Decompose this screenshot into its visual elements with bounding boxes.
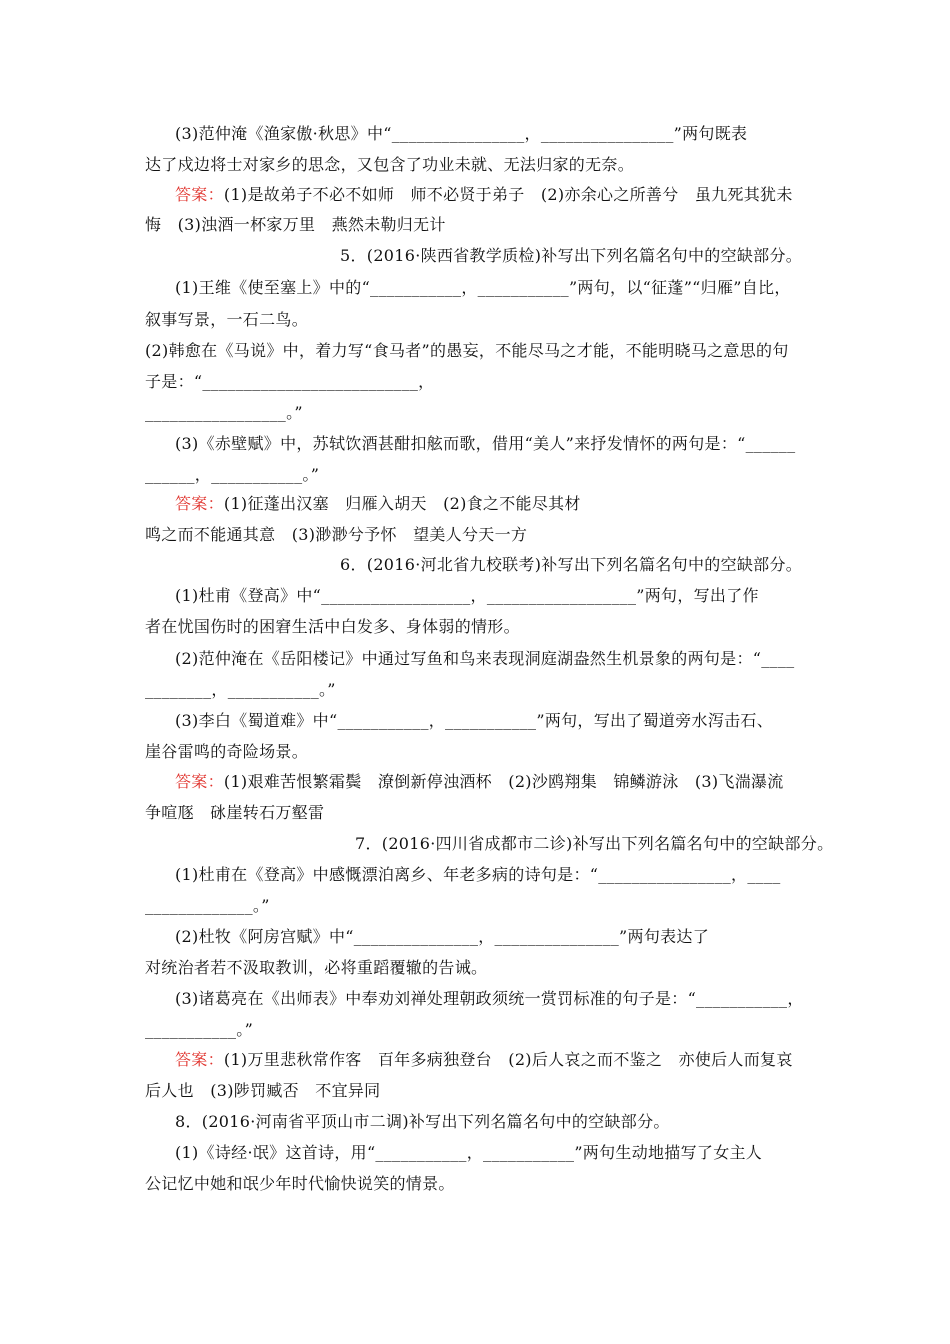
q7-2-line1: (2)杜牧《阿房宫赋》中“_______________，_______________”两句表达了 [175, 927, 710, 946]
q5-2-line2: 子是：“__________________________， [145, 372, 435, 391]
q7-3-line1: (3)诸葛亮在《出师表》中奉劝刘禅处理朝政须统一赏罚标准的句子是：“___________， [175, 989, 804, 1008]
answer-text: (1)万里悲秋常作客 百年多病独登台 (2)后人哀之而不鉴之 亦使后人而复哀 [223, 1050, 793, 1069]
q8-1-line1: (1)《诗经·氓》这首诗，用“___________，___________”两句生动地描写了女主人 [175, 1143, 763, 1162]
question-5-heading: 5．(2016·陕西省教学质检)补写出下列名篇名句中的空缺部分。 [340, 246, 803, 265]
answer-4-line1 [175, 185, 793, 205]
q8-1-line2: 公记忆中她和氓少年时代愉快说笑的情景。 [145, 1174, 455, 1193]
q5-2-line3: _________________。” [145, 403, 303, 422]
answer-label: 答案： [175, 185, 224, 204]
answer-text: (1)是故弟子不必不如师 师不必贤于弟子 (2)亦余心之所善兮 虽九死其犹未 [223, 185, 793, 204]
q7-2-line2: 对统治者若不汲取教训，必将重蹈覆辙的告诫。 [145, 958, 488, 977]
answer-label: 答案： [175, 772, 224, 791]
answer-7-line2: 后人也 (3)陟罚臧否 不宜异同 [145, 1081, 381, 1100]
answer-text: (1)艰难苦恨繁霜鬓 潦倒新停浊酒杯 (2)沙鸥翔集 锦鳞游泳 (3)飞湍瀑流 [223, 772, 784, 791]
q7-1-line1: (1)杜甫在《登高》中感慨漂泊离乡、年老多病的诗句是：“________________，____ [175, 865, 781, 884]
answer-5-line2: 鸣之而不能通其意 (3)渺渺兮予怀 望美人兮天一方 [145, 525, 528, 544]
q5-1-line1: (1)王维《使至塞上》中的“___________，___________”两句，以“征蓬”“归雁”自比， [175, 278, 791, 297]
q3-fan-zhongyan-line2: 达了戍边将士对家乡的思念，又包含了功业未就、无法归家的无奈。 [145, 155, 635, 174]
q5-2-line1: (2)韩愈在《马说》中，着力写“食马者”的愚妄，不能尽马之才能，不能明晓马之意思的句 [145, 341, 789, 360]
q3-fan-zhongyan-line1: (3)范仲淹《渔家傲·秋思》中“________________，________________”两句既表 [175, 124, 748, 143]
q5-3-line1: (3)《赤壁赋》中，苏轼饮酒甚酣扣舷而歌，借用“美人”来抒发情怀的两句是：“______ [175, 434, 796, 453]
q6-2-line1: (2)范仲淹在《岳阳楼记》中通过写鱼和鸟来表现洞庭湖盎然生机景象的两句是：“____ [175, 649, 795, 668]
q7-1-line2: _____________。” [145, 896, 270, 915]
q5-3-line2: ______，___________。” [145, 465, 320, 484]
q6-2-line2: ________，___________。” [145, 680, 336, 699]
answer-5-line1 [175, 494, 581, 514]
question-6-heading: 6．(2016·河北省九校联考)补写出下列名篇名句中的空缺部分。 [340, 555, 803, 574]
answer-6-line1 [175, 772, 784, 792]
q6-3-line2: 崖谷雷鸣的奇险场景。 [145, 742, 309, 761]
answer-text: (1)征蓬出汉塞 归雁入胡天 (2)食之不能尽其材 [223, 494, 581, 513]
question-8-heading: 8．(2016·河南省平顶山市二调)补写出下列名篇名句中的空缺部分。 [175, 1112, 670, 1131]
q6-1-line2: 者在忧国伤时的困窘生活中白发多、身体弱的情形。 [145, 617, 520, 636]
answer-label: 答案： [175, 494, 224, 513]
answer-4-line2: 悔 (3)浊酒一杯家万里 燕然未勒归无计 [145, 215, 446, 234]
q6-3-line1: (3)李白《蜀道难》中“___________，___________”两句，写出了蜀道旁水泻击石、 [175, 711, 774, 730]
question-7-heading: 7．(2016·四川省成都市二诊)补写出下列名篇名句中的空缺部分。 [355, 834, 834, 853]
q5-1-line2: 叙事写景，一石二鸟。 [145, 310, 309, 329]
answer-7-line1 [175, 1050, 793, 1070]
q6-1-line1: (1)杜甫《登高》中“__________________，__________________”两句，写出了作 [175, 586, 759, 605]
q7-3-line2: ___________。” [145, 1020, 254, 1039]
answer-6-line2: 争喧豗 砯崖转石万壑雷 [145, 803, 325, 822]
answer-label: 答案： [175, 1050, 224, 1069]
